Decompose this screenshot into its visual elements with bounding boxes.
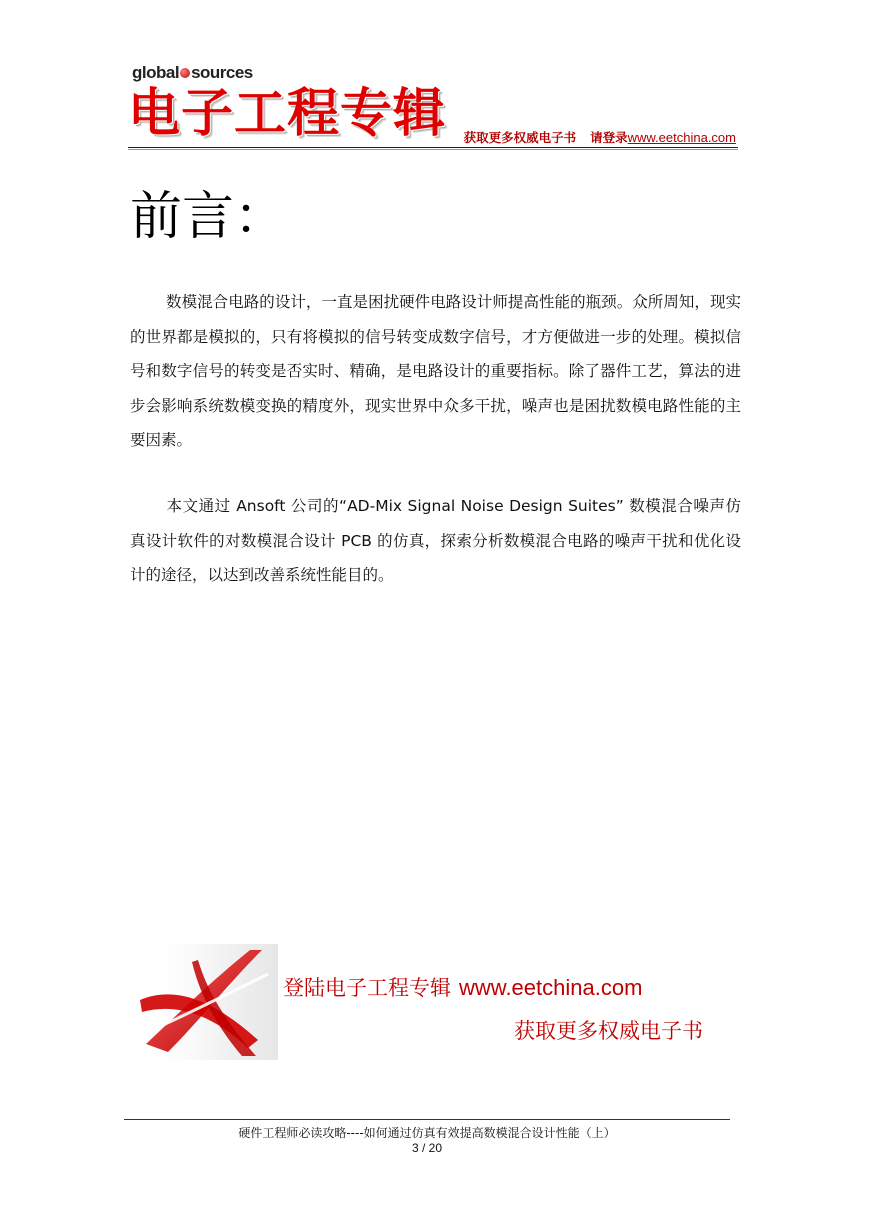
- paragraph: [130, 285, 741, 458]
- footer-title: 硬件工程师必读攻略----如何通过仿真有效提高数模混合设计性能（上）: [238, 1126, 616, 1140]
- header-divider: [128, 147, 738, 150]
- footer-divider: [124, 1119, 730, 1120]
- paragraph-text: 数模混合电路的设计，一直是困扰硬件电路设计师提高性能的瓶颈。众所周知，现实的世界都是模拟的，只有将模拟的信号转变成数字信号，才方便做进一步的处理。模拟信号和数字信号的转变是否实时、精确，是电路设计的重要指标。除了器件工艺，算法的进步会影响系统数模变换的精度外，现实世界中众多干扰，噪声也是困扰数模电路性能的主要因素。: [130, 293, 741, 449]
- logo-text-sources: sources: [191, 63, 253, 82]
- site-link[interactable]: www.eetchina.com: [627, 130, 736, 145]
- globalsources-logo: [132, 63, 253, 83]
- logo-text-global: global: [132, 63, 180, 82]
- promo-text: 获取更多权威电子书: [463, 130, 577, 145]
- banner-line1-text: 登陆电子工程专辑: [283, 976, 451, 1000]
- banner-line-1: [283, 972, 642, 1002]
- section-title: 前言：: [130, 187, 287, 247]
- banner-line-2: 获取更多权威电子书: [514, 1019, 703, 1043]
- brand-title: 电子工程专辑: [128, 84, 447, 144]
- logo-dot-icon: [180, 68, 190, 78]
- paragraph: [130, 489, 741, 593]
- paragraph-text: 本文通过 Ansoft 公司的“AD-Mix Signal Noise Design Suites” 数模混合噪声仿真设计软件的对数模混合设计 PCB 的仿真，探索分析数模混合电路的噪声干扰和优化设计的途径，以达到改善系统性能目的。: [130, 497, 741, 584]
- login-text: 请登录: [590, 130, 628, 145]
- promo-banner[interactable]: [128, 944, 738, 1060]
- page-number: 3 / 20: [411, 1141, 443, 1155]
- header-promo: [464, 128, 736, 146]
- banner-url[interactable]: www.eetchina.com: [459, 975, 643, 1000]
- pdf-swirl-icon: [138, 944, 278, 1060]
